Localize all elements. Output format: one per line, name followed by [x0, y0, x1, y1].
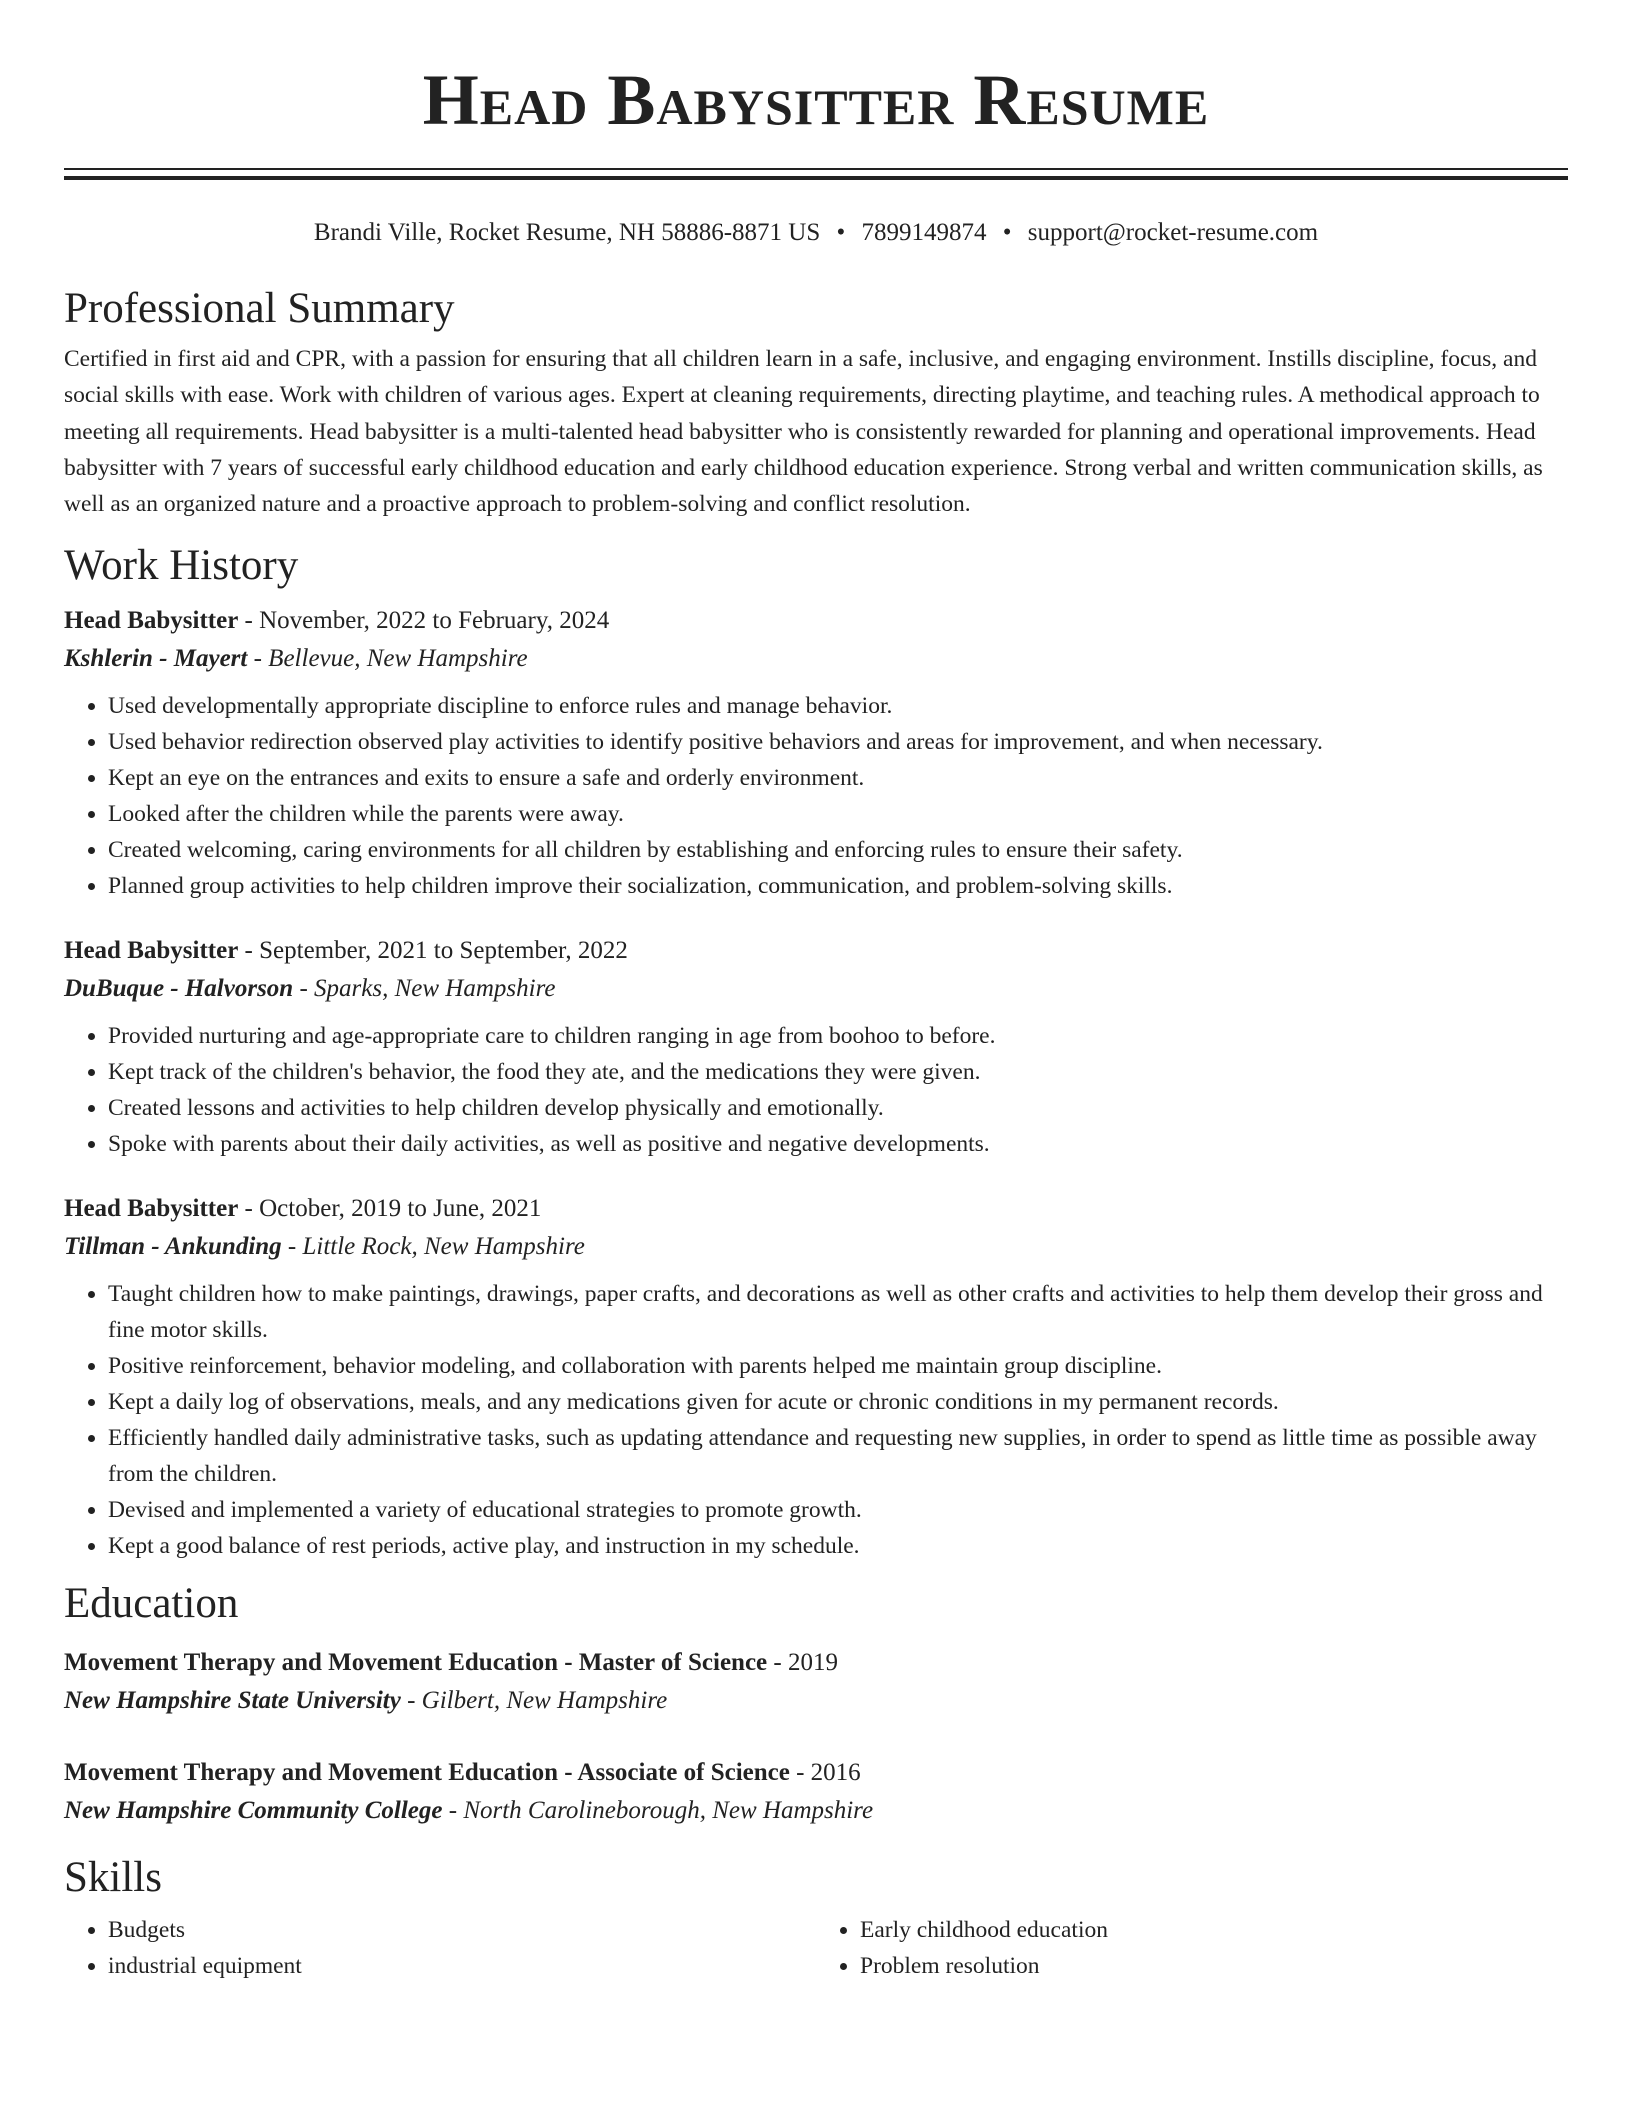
job-duty: • Positive reinforcement, behavior modeling, and collaboration with parents helped me maintain group discipline.: [108, 1348, 1568, 1384]
job-title-line: [64, 1190, 1568, 1228]
job-duty: • Kept an eye on the entrances and exits to ensure a safe and orderly environment.: [108, 760, 1568, 796]
resume-title: Head Babysitter Resume: [422, 60, 1210, 140]
job-duty: • Created lessons and activities to help children develop physically and emotionally.: [108, 1090, 1568, 1126]
job-duty: • Kept a good balance of rest periods, active play, and instruction in my schedule.: [108, 1528, 1568, 1564]
job-title: Head Babysitter: [64, 937, 239, 965]
graduation-year: - 2019: [767, 1649, 838, 1677]
school-line: [64, 1682, 1568, 1720]
job-company-line: [64, 970, 1568, 1008]
job-duties-list: [64, 688, 1568, 904]
job-dates: - November, 2022 to February, 2024: [238, 607, 610, 635]
job-duties-list: [64, 1018, 1568, 1162]
job-duty: • Devised and implemented a variety of educational strategies to promote growth.: [108, 1492, 1568, 1528]
job-duty: • Looked after the children while the parents were away.: [108, 796, 1568, 832]
contact-separator: •: [836, 219, 846, 246]
job-company: Tillman - Ankunding: [64, 1233, 282, 1261]
summary-heading: Professional Summary: [64, 285, 455, 332]
education-entry: [64, 1644, 1568, 1720]
school-name: New Hampshire Community College: [64, 1797, 443, 1825]
skill-item: • Early childhood education: [860, 1912, 1568, 1948]
skill-item: • Problem resolution: [860, 1948, 1568, 1984]
skills-column-left: [64, 1912, 816, 1984]
job-duty: • Kept a daily log of observations, meals, and any medications given for acute or chronic conditions in my permanent records.: [108, 1384, 1568, 1420]
job-dates: - September, 2021 to September, 2022: [238, 937, 628, 965]
skills-heading: Skills: [64, 1854, 162, 1902]
skills-column-right: [816, 1912, 1568, 1984]
contact-email: support@rocket-resume.com: [1027, 219, 1319, 246]
job-location: - Sparks, New Hampshire: [293, 975, 556, 1003]
job-duty: • Taught children how to make paintings, drawings, paper crafts, and decorations as well as other crafts and activities to help them develop their gross and fine motor skills.: [108, 1276, 1568, 1348]
title-divider-thin: [64, 168, 1568, 170]
job-duty: • Used developmentally appropriate discipline to enforce rules and manage behavior.: [108, 688, 1568, 724]
title-divider-thick: [64, 176, 1568, 180]
job-title-line: [64, 932, 1568, 970]
job-company-line: [64, 640, 1568, 678]
degree: Movement Therapy and Movement Education - Master of Science: [64, 1649, 768, 1677]
job-entry: [64, 932, 1568, 1162]
job-duty: • Provided nurturing and age-appropriate care to children ranging in age from boohoo to before.: [108, 1018, 1568, 1054]
school-name: New Hampshire State University: [64, 1687, 401, 1715]
work-history-heading: Work History: [64, 542, 299, 590]
degree-line: [64, 1754, 1568, 1792]
summary-text: Certified in first aid and CPR, with a passion for ensuring that all children learn in a safe, inclusive, and engaging environment. Instills discipline, focus, and social skills with ease. Work with children of various ages. Expert at cleaning requirements, directing playtime, and teaching rules. A methodical approach to meeting all requirements. Head babysitter is a multi-talented head babysitter who is consistently rewarded for planning and operational improvements. Head babysitter with 7 years of successful early childhood education and early childhood education experience. Strong verbal and written communication skills, as well as an organized nature and a proactive approach to problem-solving and conflict resolution.: [64, 346, 1543, 518]
school-location: - North Carolineborough, New Hampshire: [442, 1797, 874, 1825]
education-entry: [64, 1754, 1568, 1830]
job-location: - Little Rock, New Hampshire: [281, 1233, 585, 1261]
skills-list: [64, 1912, 1568, 1984]
contact-line: [64, 217, 1568, 249]
degree: Movement Therapy and Movement Education - Associate of Science: [64, 1759, 790, 1787]
job-company: DuBuque - Halvorson: [64, 975, 294, 1003]
school-line: [64, 1792, 1568, 1830]
graduation-year: - 2016: [789, 1759, 861, 1787]
job-company-line: [64, 1228, 1568, 1266]
job-entry: [64, 1190, 1568, 1564]
job-duty: • Planned group activities to help children improve their socialization, communication, and problem-solving skills.: [108, 868, 1568, 904]
job-duty: • Efficiently handled daily administrative tasks, such as updating attendance and requesting new supplies, in order to spend as little time as possible away from the children.: [108, 1420, 1568, 1492]
degree-line: [64, 1644, 1568, 1682]
job-duty: • Created welcoming, caring environments for all children by establishing and enforcing rules to ensure their safety.: [108, 832, 1568, 868]
job-dates: - October, 2019 to June, 2021: [238, 1195, 542, 1223]
job-title: Head Babysitter: [64, 1195, 239, 1223]
contact-phone: 7899149874: [861, 219, 987, 246]
education-heading: Education: [64, 1580, 239, 1628]
job-duty: • Spoke with parents about their daily activities, as well as positive and negative developments.: [108, 1126, 1568, 1162]
skill-item: • industrial equipment: [108, 1948, 816, 1984]
job-duties-list: [64, 1276, 1568, 1564]
job-title-line: [64, 602, 1568, 640]
job-company: Kshlerin - Mayert: [64, 645, 248, 673]
job-title: Head Babysitter: [64, 607, 239, 635]
contact-address: Brandi Ville, Rocket Resume, NH 58886-8871 US: [313, 219, 821, 246]
school-location: - Gilbert, New Hampshire: [400, 1687, 668, 1715]
job-location: - Bellevue, New Hampshire: [247, 645, 528, 673]
contact-separator: •: [1002, 219, 1012, 246]
skill-item: • Budgets: [108, 1912, 816, 1948]
job-duty: • Used behavior redirection observed play activities to identify positive behaviors and areas for improvement, and when necessary.: [108, 724, 1568, 760]
job-duty: • Kept track of the children's behavior, the food they ate, and the medications they were given.: [108, 1054, 1568, 1090]
job-entry: [64, 602, 1568, 904]
